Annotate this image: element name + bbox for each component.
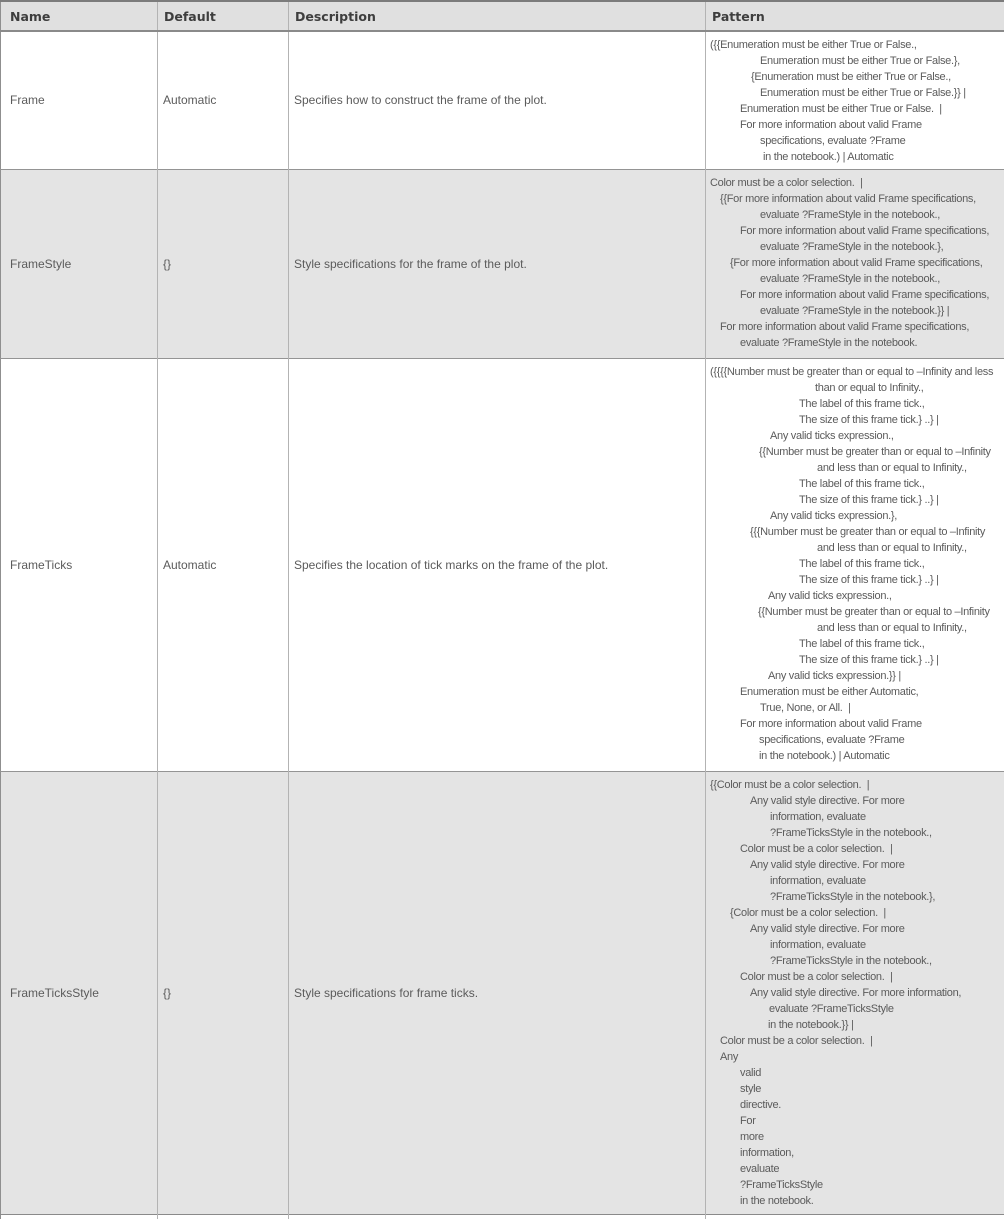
pattern-line: Any valid ticks expression.}, — [710, 508, 1001, 524]
pattern-line: in the notebook.}} | — [710, 1017, 1001, 1033]
pattern-line: Color must be a color selection. | — [710, 841, 1001, 857]
pattern-line: True, None, or All. | — [710, 700, 1001, 716]
name-cell: FrameTicks — [1, 358, 158, 771]
default-cell: {} — [158, 169, 289, 358]
pattern-line: Any valid ticks expression., — [710, 428, 1001, 444]
pattern-cell — [706, 169, 1004, 358]
pattern-line: Any valid style directive. For more — [710, 857, 1001, 873]
pattern-line: {{Number must be greater than or equal to –Infinity — [710, 444, 1001, 460]
pattern-line: information, evaluate — [710, 873, 1001, 889]
pattern-line: and less than or equal to Infinity., — [710, 460, 1001, 476]
pattern-line: evaluate ?FrameStyle in the notebook.}} | — [710, 303, 1001, 319]
pattern-line: ({{Enumeration must be either True or False., — [710, 37, 1001, 53]
pattern-line: evaluate ?FrameStyle in the notebook., — [710, 271, 1001, 287]
table-header — [1, 1, 1004, 31]
pattern-line: evaluate ?FrameStyle in the notebook. — [710, 335, 1001, 351]
default-cell: Automatic — [158, 31, 289, 169]
pattern-line: Any valid style directive. For more — [710, 793, 1001, 809]
name-cell: FrameStyle — [1, 169, 158, 358]
description-cell: Style specifications for frame ticks. — [289, 771, 706, 1214]
table-body — [1, 31, 1004, 1214]
pattern-line: ({{{{Number must be greater than or equal to –Infinity and less — [710, 364, 1001, 380]
partial-cell — [158, 1214, 289, 1219]
pattern-line: evaluate ?FrameStyle in the notebook., — [710, 207, 1001, 223]
pattern-line: Any — [710, 1049, 1001, 1065]
pattern-line: information, evaluate — [710, 809, 1001, 825]
pattern-line: in the notebook. — [710, 1193, 1001, 1209]
column-header-name: Name — [1, 1, 158, 31]
pattern-line: ?FrameTicksStyle in the notebook., — [710, 953, 1001, 969]
partial-cell — [289, 1214, 706, 1219]
description-cell: Specifies how to construct the frame of the plot. — [289, 31, 706, 169]
default-cell: Automatic — [158, 358, 289, 771]
pattern-cell — [706, 771, 1004, 1214]
pattern-line: than or equal to Infinity., — [710, 380, 1001, 396]
pattern-line: For more information about valid Frame — [710, 117, 1001, 133]
pattern-line: {For more information about valid Frame specifications, — [710, 255, 1001, 271]
name-cell: FrameTicksStyle — [1, 771, 158, 1214]
pattern-line: Any valid style directive. For more — [710, 921, 1001, 937]
pattern-line: {Color must be a color selection. | — [710, 905, 1001, 921]
pattern-line: {{For more information about valid Frame specifications, — [710, 191, 1001, 207]
default-cell: {} — [158, 771, 289, 1214]
pattern-line: For more information about valid Frame specifications, — [710, 319, 1001, 335]
pattern-line: Color must be a color selection. | — [710, 175, 1001, 191]
pattern-line: and less than or equal to Infinity., — [710, 540, 1001, 556]
pattern-line: specifications, evaluate ?Frame — [710, 133, 1001, 149]
pattern-line: The label of this frame tick., — [710, 556, 1001, 572]
pattern-line: in the notebook.) | Automatic — [710, 149, 1001, 165]
pattern-line: Color must be a color selection. | — [710, 1033, 1001, 1049]
column-header-pattern: Pattern — [706, 1, 1004, 31]
table-row — [1, 31, 1004, 169]
pattern-line: {{Number must be greater than or equal to –Infinity — [710, 604, 1001, 620]
column-header-description: Description — [289, 1, 706, 31]
pattern-line: more — [710, 1129, 1001, 1145]
column-header-default: Default — [158, 1, 289, 31]
pattern-line: directive. — [710, 1097, 1001, 1113]
pattern-line: ?FrameTicksStyle — [710, 1177, 1001, 1193]
pattern-line: {{{Number must be greater than or equal to –Infinity — [710, 524, 1001, 540]
partial-cell — [1, 1214, 158, 1219]
pattern-line: specifications, evaluate ?Frame — [710, 732, 1001, 748]
pattern-cell — [706, 31, 1004, 169]
partial-next-row — [1, 1214, 1004, 1219]
pattern-line: The size of this frame tick.} ..} | — [710, 492, 1001, 508]
pattern-line: Color must be a color selection. | — [710, 969, 1001, 985]
pattern-line: Enumeration must be either True or False.}} | — [710, 85, 1001, 101]
pattern-line: For more information about valid Frame specifications, — [710, 287, 1001, 303]
pattern-line: evaluate ?FrameTicksStyle — [710, 1001, 1001, 1017]
pattern-line: evaluate ?FrameStyle in the notebook.}, — [710, 239, 1001, 255]
pattern-line: and less than or equal to Infinity., — [710, 620, 1001, 636]
pattern-line: in the notebook.) | Automatic — [710, 748, 1001, 764]
pattern-line: The label of this frame tick., — [710, 476, 1001, 492]
table-row — [1, 358, 1004, 771]
pattern-line: Enumeration must be either Automatic, — [710, 684, 1001, 700]
partial-cell — [706, 1214, 1004, 1219]
pattern-line: The label of this frame tick., — [710, 396, 1001, 412]
pattern-line: valid — [710, 1065, 1001, 1081]
pattern-line: The size of this frame tick.} ..} | — [710, 652, 1001, 668]
pattern-line: The label of this frame tick., — [710, 636, 1001, 652]
pattern-line: Any valid ticks expression., — [710, 588, 1001, 604]
pattern-line: style — [710, 1081, 1001, 1097]
pattern-line: The size of this frame tick.} ..} | — [710, 572, 1001, 588]
pattern-line: information, evaluate — [710, 937, 1001, 953]
pattern-line: {{Color must be a color selection. | — [710, 777, 1001, 793]
description-cell: Style specifications for the frame of the plot. — [289, 169, 706, 358]
pattern-line: The size of this frame tick.} ..} | — [710, 412, 1001, 428]
pattern-line: Any valid style directive. For more information, — [710, 985, 1001, 1001]
name-cell: Frame — [1, 31, 158, 169]
pattern-line: Any valid ticks expression.}} | — [710, 668, 1001, 684]
pattern-line: ?FrameTicksStyle in the notebook., — [710, 825, 1001, 841]
pattern-line: ?FrameTicksStyle in the notebook.}, — [710, 889, 1001, 905]
pattern-line: Enumeration must be either True or False. | — [710, 101, 1001, 117]
pattern-line: information, — [710, 1145, 1001, 1161]
pattern-line: For more information about valid Frame — [710, 716, 1001, 732]
pattern-line: For — [710, 1113, 1001, 1129]
table-row — [1, 169, 1004, 358]
pattern-line: {Enumeration must be either True or False., — [710, 69, 1001, 85]
pattern-line: For more information about valid Frame specifications, — [710, 223, 1001, 239]
header-row — [1, 1, 1004, 31]
pattern-cell — [706, 358, 1004, 771]
pattern-line: evaluate — [710, 1161, 1001, 1177]
pattern-line: Enumeration must be either True or False.}, — [710, 53, 1001, 69]
table-row — [1, 771, 1004, 1214]
description-cell: Specifies the location of tick marks on the frame of the plot. — [289, 358, 706, 771]
